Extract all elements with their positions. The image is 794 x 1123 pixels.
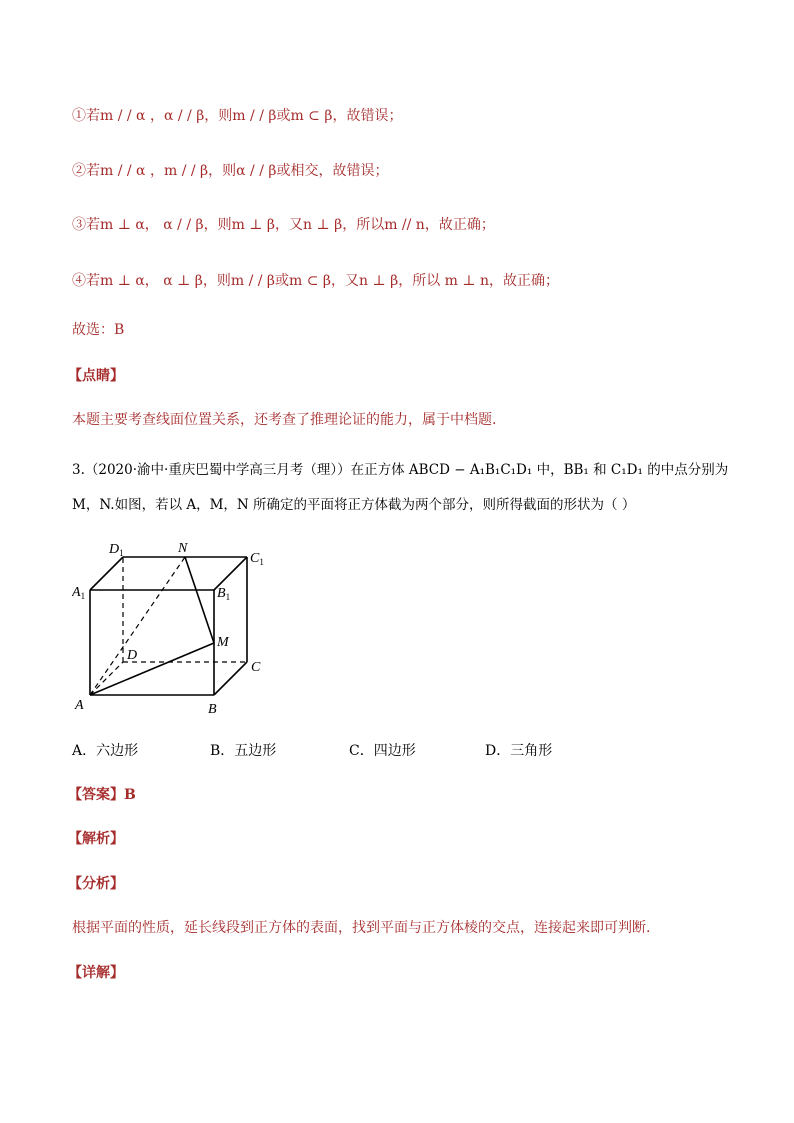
edge-a1-d1 — [90, 557, 123, 590]
label-d: D — [127, 648, 138, 663]
dianjing-header: 【点睛】 — [68, 368, 124, 384]
label-a1: $A_1$ — [72, 585, 86, 601]
label-m: M — [217, 635, 229, 650]
options-row — [72, 740, 632, 760]
label-d1: $D_1$ — [109, 542, 124, 558]
hidden-edge-a-d — [90, 662, 123, 695]
answer-line: 【答案】B — [68, 787, 136, 803]
fenxi-text: 根据平面的性质，延长线段到正方体的表面，找到平面与正方体棱的交点，连接起来即可判断. — [72, 920, 651, 936]
question-3-line-2: M，N.如图，若以 A，M，N 所确定的平面将正方体截为两个部分，则所得截面的形状为（ ） — [72, 497, 636, 513]
solution-line-2: ②若m / / α ，m / / β，则α / / β或相交，故错误； — [72, 163, 389, 179]
segment-n-m — [185, 557, 214, 643]
solution-line-4: ④若m ⊥ α， α ⊥ β，则m / / β或m ⊂ β，又n ⊥ β，所以 m ⊥ n，故正确； — [72, 273, 559, 289]
edge-b-c — [214, 662, 247, 695]
xiangjie-header: 【详解】 — [68, 965, 124, 981]
label-n: N — [178, 541, 188, 556]
label-a: A — [75, 698, 84, 713]
label-b1: $B_1$ — [217, 586, 231, 602]
question-3-line-1: 3.（2020·渝中·重庆巴蜀中学高三月考（理））在正方体 ABCD − A₁B₁C₁D₁ 中，BB₁ 和 C₁D₁ 的中点分别为 — [72, 462, 729, 478]
option-b: B．五边形 — [210, 743, 277, 759]
choice-line: 故选：B — [72, 322, 125, 338]
solution-line-3: ③若m ⊥ α， α / / β，则m ⊥ β，又n ⊥ β，所以m // n，故正确； — [72, 217, 495, 233]
fenxi-header: 【分析】 — [68, 876, 124, 892]
label-c1: $C_1$ — [250, 551, 264, 567]
label-c: C — [251, 660, 261, 675]
jiexi-header: 【解析】 — [68, 831, 124, 847]
cube-figure — [72, 538, 272, 718]
option-d: D．三角形 — [485, 743, 553, 759]
option-c: C．四边形 — [349, 743, 416, 759]
option-a: A．六边形 — [72, 743, 139, 759]
label-b: B — [208, 702, 217, 717]
solution-line-1: ①若m / / α ，α / / β，则m / / β或m ⊂ β，故错误； — [72, 108, 403, 124]
dianjing-text: 本题主要考查线面位置关系，还考查了推理论证的能力，属于中档题. — [72, 412, 497, 428]
